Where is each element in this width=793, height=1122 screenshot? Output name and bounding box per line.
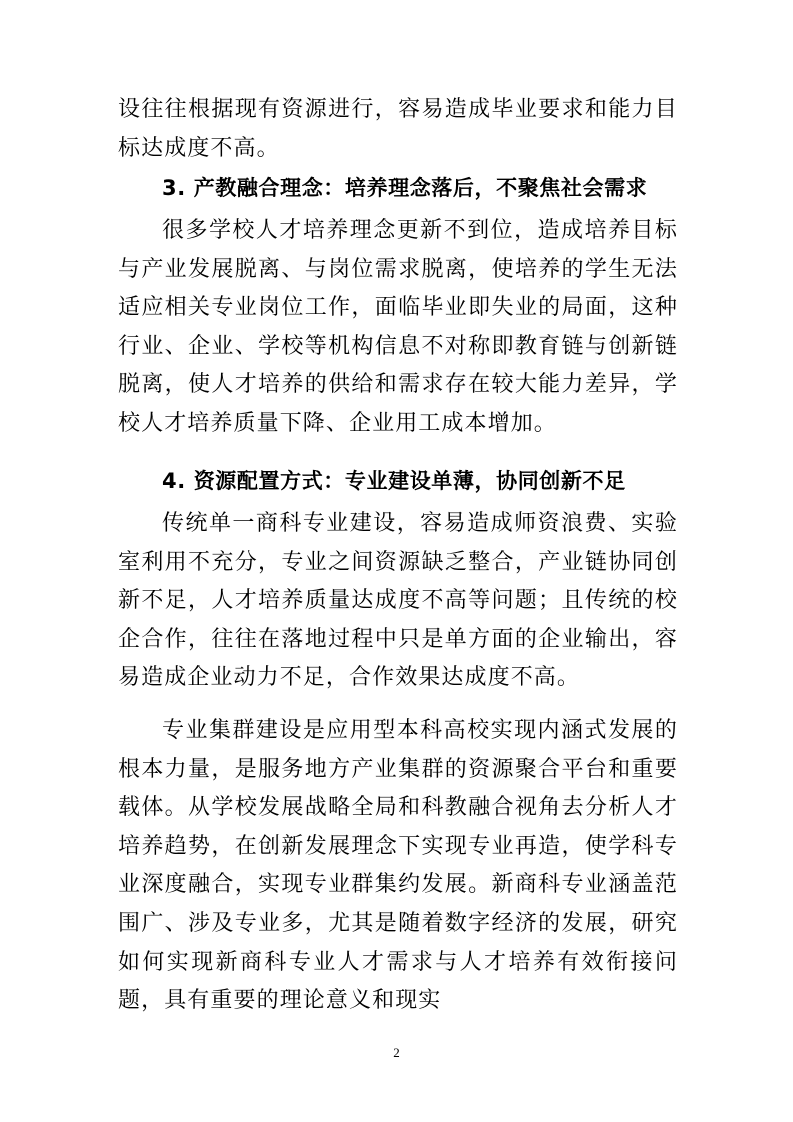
section-heading-3: 3. 产教融合理念：培养理念落后，不聚焦社会需求 — [162, 176, 648, 200]
continuation-paragraph: 设往往根据现有资源进行，容易造成毕业要求和能力目标达成度不高。 — [118, 97, 678, 161]
body-paragraph-resource-allocation: 传统单一商科专业建设，容易造成师资浪费、实验室利用不充分，专业之间资源缺乏整合，产业链协同创新不足，人才培养质量达成度不高等问题；且传统的校企合作，往往在落地过程中只是单方面的企业输出，容易造成企业动力不足，合作效果达成度不高。 — [118, 511, 678, 691]
body-paragraph-industry-education: 很多学校人才培养理念更新不到位，造成培养目标与产业发展脱离、与岗位需求脱离，使培养的学生无法适应相关专业岗位工作，面临毕业即失业的局面，这种行业、企业、学校等机构信息不对称即教育链与创新链脱离，使人才培养的供给和需求存在较大能力差异，学校人才培养质量下降、企业用工成本增加。 — [118, 218, 678, 436]
section-heading-4: 4. 资源配置方式：专业建设单薄，协同创新不足 — [162, 469, 626, 493]
page-number: 2 — [393, 1045, 400, 1060]
body-paragraph-specialty-cluster: 专业集群建设是应用型本科高校实现内涵式发展的根本力量，是服务地方产业集群的资源聚合平台和重要载体。从学校发展战略全局和科教融合视角去分析人才培养趋势，在创新发展理念下实现专业再造，使学科专业深度融合，实现专业群集约发展。新商科专业涵盖范围广、涉及专业多，尤其是随着数字经济的发展，研究如何实现新商科专业人才需求与人才培养有效衔接问题，具有重要的理论意义和现实 — [118, 718, 678, 1014]
